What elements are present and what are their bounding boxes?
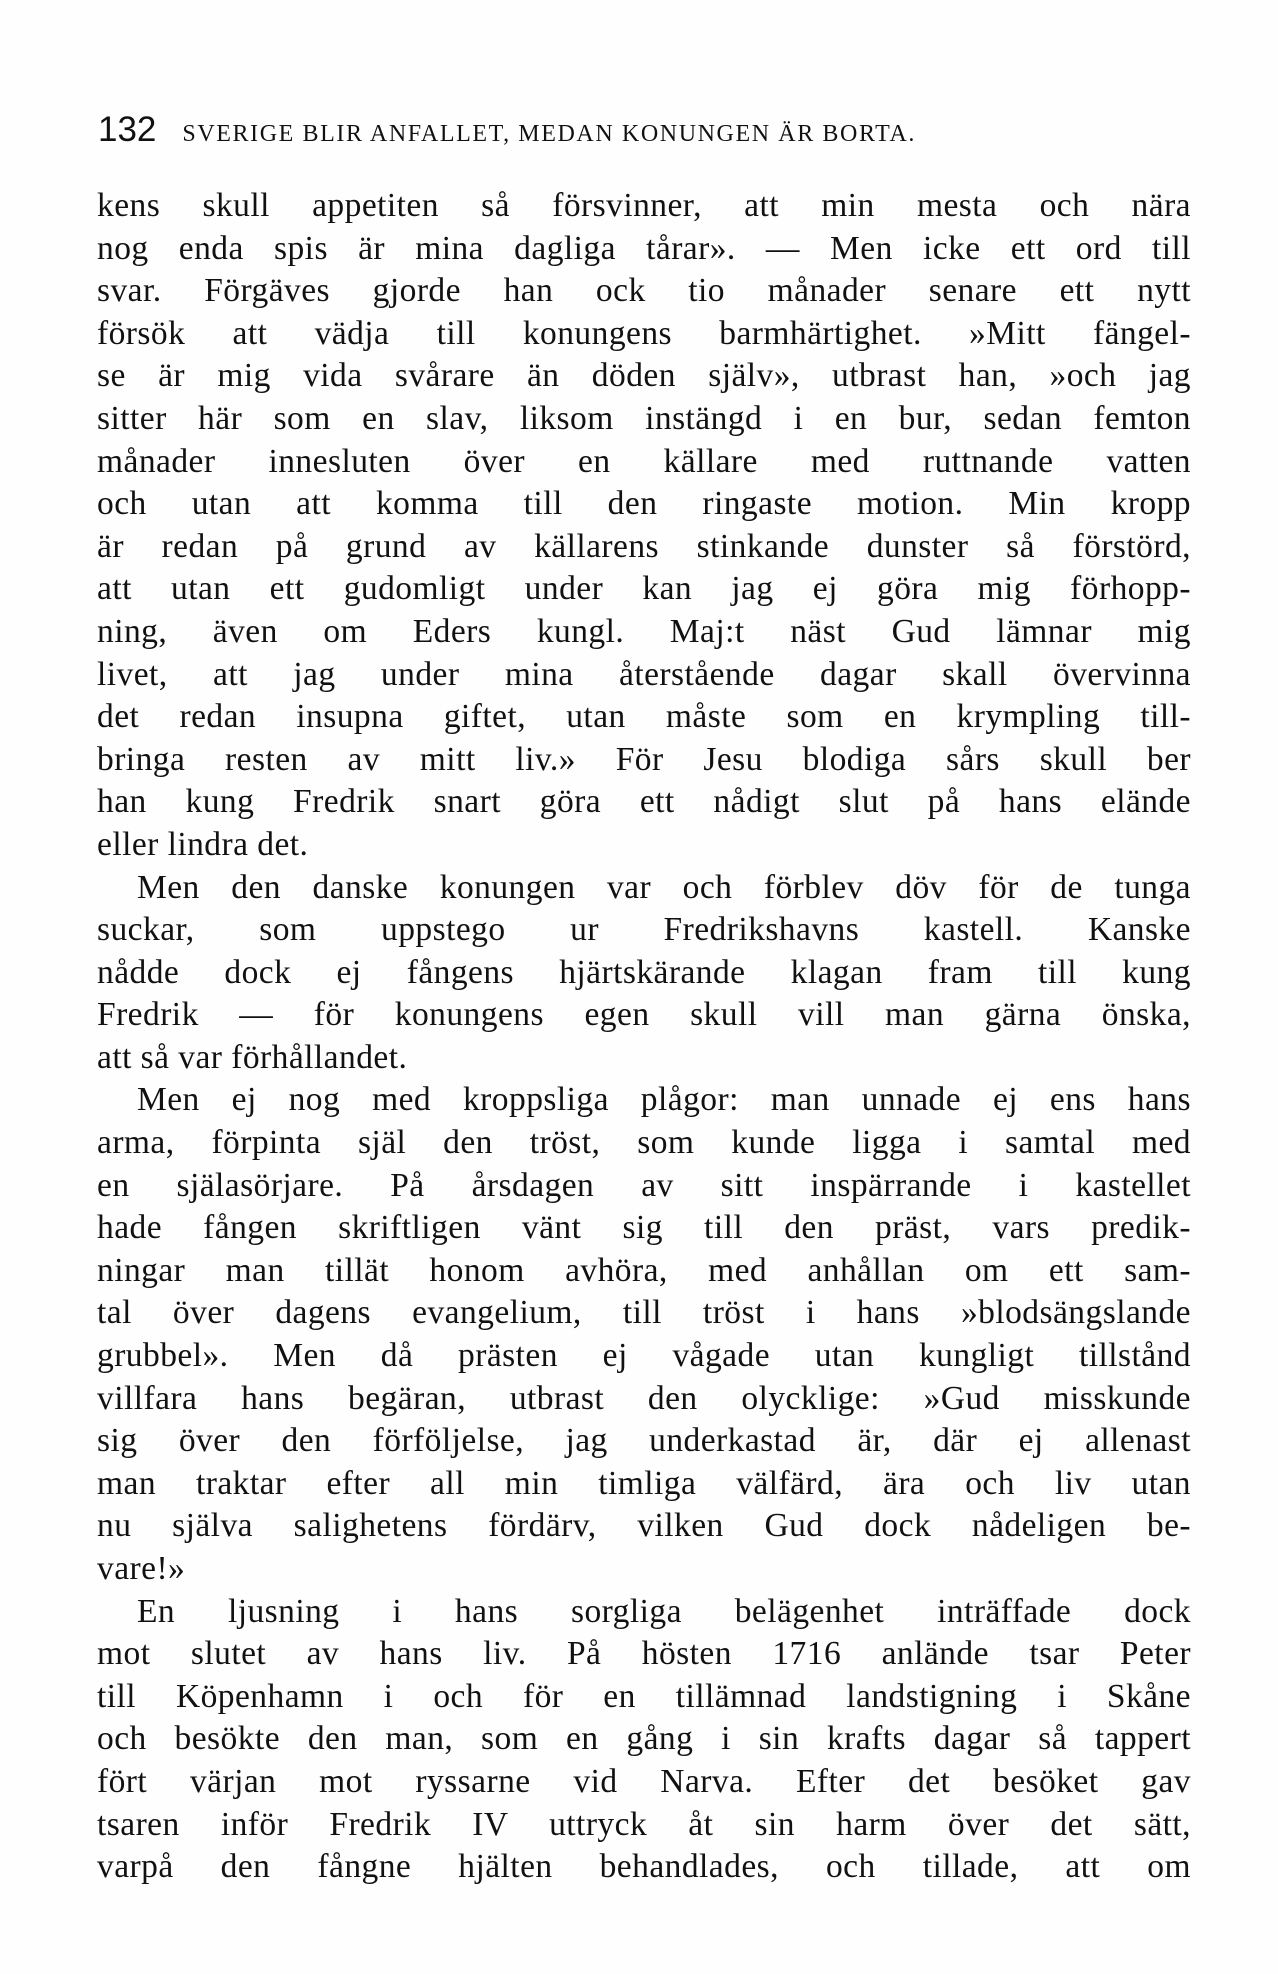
page-number: 132 — [98, 110, 157, 149]
text-line: se är mig vida svårare än döden själv», utbrast han, »och jag — [97, 357, 1191, 395]
text-line: tsaren inför Fredrik IV uttryck åt sin harm över det sätt, — [97, 1805, 1191, 1843]
text-line: suckar, som uppstego ur Fredrikshavns kastell. Kanske — [97, 911, 1191, 949]
running-title: SVERIGE BLIR ANFALLET, MEDAN KONUNGEN ÄR BORTA. — [182, 121, 917, 147]
text-line: nådde dock ej fångens hjärtskärande klagan fram till kung — [97, 953, 1191, 991]
text-line: ning, även om Eders kungl. Maj:t näst Gud lämnar mig — [97, 612, 1191, 650]
text-line: nog enda spis är mina dagliga tårar». — Men icke ett ord till — [97, 229, 1191, 267]
text-line: man traktar efter all min timliga välfärd, ära och liv utan — [97, 1464, 1191, 1502]
text-line: hade fången skriftligen vänt sig till den präst, vars predik- — [97, 1209, 1191, 1247]
text-line: svar. Förgäves gjorde han ock tio månader senare ett nytt — [97, 272, 1191, 310]
text-line: villfara hans begäran, utbrast den olycklige: »Gud misskunde — [97, 1379, 1191, 1417]
text-line: sig över den förföljelse, jag underkastad är, där ej allenast — [97, 1422, 1191, 1460]
text-line: han kung Fredrik snart göra ett nådigt slut på hans elände — [97, 783, 1191, 821]
text-line: en själasörjare. På årsdagen av sitt inspärrande i kastellet — [97, 1166, 1191, 1204]
text-line: eller lindra det. — [97, 825, 309, 863]
text-line: månader innesluten över en källare med ruttnande vatten — [97, 442, 1191, 480]
text-line: nu själva salighetens fördärv, vilken Gud dock nådeligen be- — [97, 1507, 1191, 1545]
text-line: och besökte den man, som en gång i sin krafts dagar så tappert — [97, 1720, 1191, 1758]
text-line: och utan att komma till den ringaste motion. Min kropp — [97, 485, 1191, 523]
text-line: ningar man tillät honom avhöra, med anhållan om ett sam- — [97, 1251, 1191, 1289]
text-line: att så var förhållandet. — [97, 1038, 408, 1076]
text-line: Fredrik — för konungens egen skull vill man gärna önska, — [97, 996, 1191, 1034]
text-line: tal över dagens evangelium, till tröst i hans »blodsängslande — [97, 1294, 1191, 1332]
text-line: livet, att jag under mina återstående dagar skall övervinna — [97, 655, 1191, 693]
text-line: mot slutet av hans liv. På hösten 1716 anlände tsar Peter — [97, 1635, 1191, 1673]
text-line: försök att vädja till konungens barmhärtighet. »Mitt fängel- — [97, 314, 1191, 352]
text-line: grubbel». Men då prästen ej vågade utan kungligt tillstånd — [97, 1337, 1191, 1375]
text-line: varpå den fångne hjälten behandlades, och tillade, att om — [97, 1848, 1191, 1886]
text-line: att utan ett gudomligt under kan jag ej göra mig förhopp- — [97, 570, 1191, 608]
text-line: bringa resten av mitt liv.» För Jesu blodiga sårs skull ber — [97, 740, 1191, 778]
text-line: arma, förpinta själ den tröst, som kunde ligga i samtal med — [97, 1124, 1191, 1162]
text-line: Men den danske konungen var och förblev döv för de tunga — [137, 868, 1191, 906]
running-header — [98, 108, 1188, 152]
text-line: En ljusning i hans sorgliga belägenhet inträffade dock — [137, 1592, 1191, 1630]
text-line: det redan insupna giftet, utan måste som en krympling till- — [97, 698, 1191, 736]
body-text — [97, 185, 1191, 1889]
text-line: är redan på grund av källarens stinkande dunster så förstörd, — [97, 527, 1191, 565]
text-line: Men ej nog med kroppsliga plågor: man unnade ej ens hans — [137, 1081, 1191, 1119]
text-line: sitter här som en slav, liksom instängd i en bur, sedan femton — [97, 399, 1191, 437]
text-line: till Köpenhamn i och för en tillämnad landstigning i Skåne — [97, 1677, 1191, 1715]
text-line: kens skull appetiten så försvinner, att min mesta och nära — [97, 187, 1191, 224]
text-line: fört värjan mot ryssarne vid Narva. Efter det besöket gav — [97, 1762, 1191, 1800]
text-line: vare!» — [97, 1550, 186, 1587]
